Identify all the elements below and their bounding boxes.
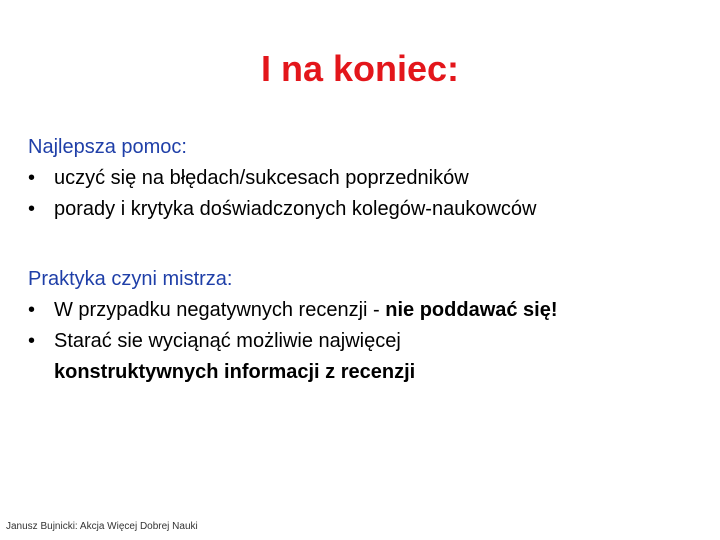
list-item-emphasis: nie poddawać się! — [385, 299, 558, 321]
list-item-emphasis: konstruktywnych informacji z recenzji — [54, 361, 416, 383]
bullet-icon: • — [28, 299, 36, 321]
bullet-icon: • — [28, 167, 36, 189]
list-item — [28, 163, 708, 194]
bullet-list — [28, 163, 708, 225]
bullet-icon: • — [28, 330, 36, 352]
footer-credit: Janusz Bujnicki: Akcja Więcej Dobrej Nauki — [6, 521, 198, 532]
list-item-text: Starać sie wyciąnąć możliwie najwięcej — [54, 330, 401, 352]
list-item — [28, 326, 708, 388]
list-item — [28, 194, 708, 225]
bullet-list — [28, 295, 708, 388]
list-item — [28, 295, 708, 326]
list-item-text: porady i krytyka doświadczonych kolegów-naukowców — [54, 198, 537, 220]
section-heading: Najlepsza pomoc: — [28, 136, 187, 158]
bullet-icon: • — [28, 198, 36, 220]
list-item-text: uczyć się na błędach/sukcesach poprzedników — [54, 167, 469, 189]
section-heading: Praktyka czyni mistrza: — [28, 268, 233, 290]
list-item-text: W przypadku negatywnych recenzji - — [54, 299, 386, 321]
section-best-help — [28, 132, 708, 225]
slide-title: I na koniec: — [260, 48, 460, 89]
section-practice — [28, 264, 708, 388]
